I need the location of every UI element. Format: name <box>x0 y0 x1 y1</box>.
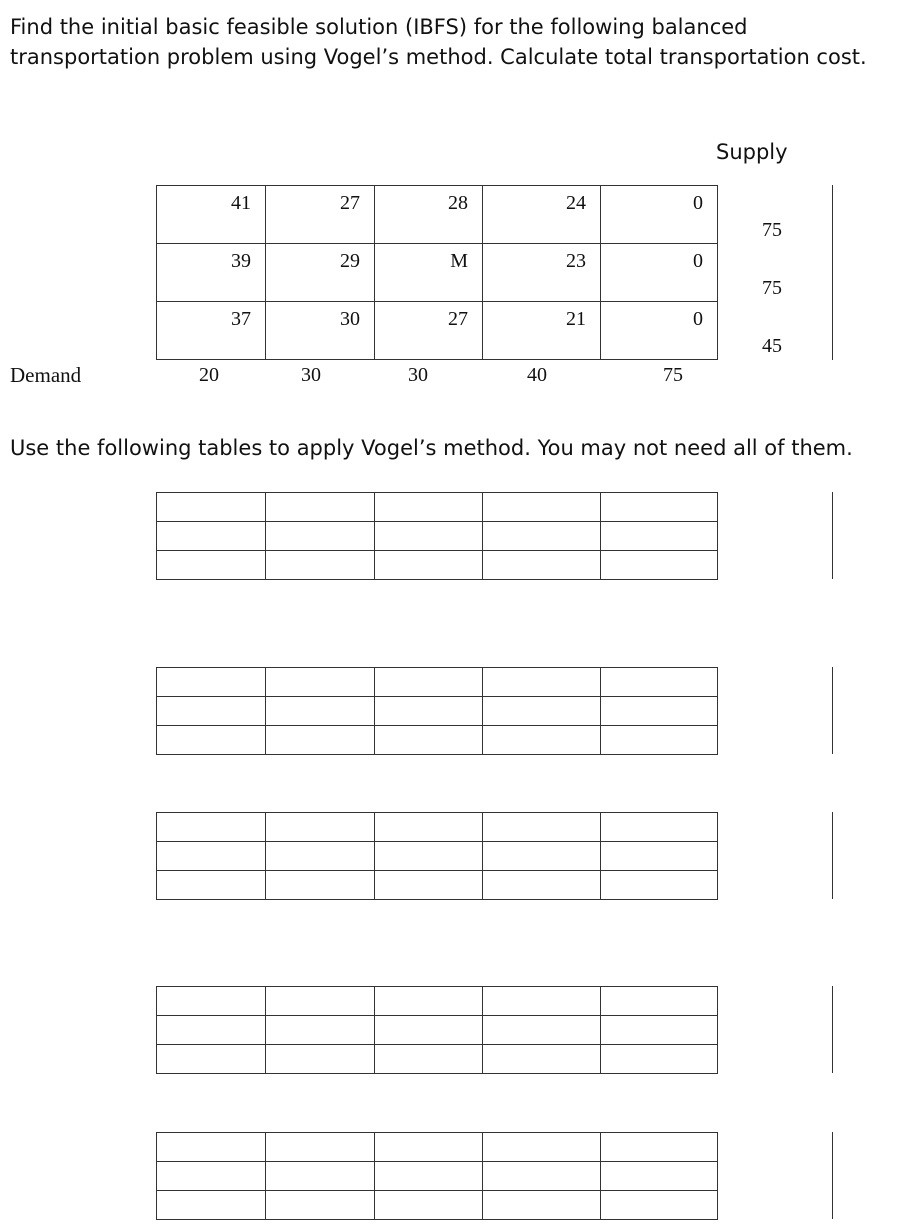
cost-cell: 39 <box>157 244 266 302</box>
blank-cell[interactable] <box>157 522 266 551</box>
blank-cell[interactable] <box>375 522 483 551</box>
blank-cell[interactable] <box>375 1133 483 1162</box>
blank-cell[interactable] <box>483 551 601 580</box>
blank-cell[interactable] <box>157 871 266 900</box>
cost-cell: 24 <box>483 186 601 244</box>
blank-table-5 <box>156 1132 718 1220</box>
supply-value-3: 45 <box>762 335 782 357</box>
blank-cell[interactable] <box>483 522 601 551</box>
blank-cell[interactable] <box>375 1016 483 1045</box>
blank-divider <box>832 812 833 899</box>
blank-cell[interactable] <box>483 1191 601 1220</box>
blank-cell[interactable] <box>601 697 718 726</box>
blank-cell[interactable] <box>266 522 375 551</box>
blank-cell[interactable] <box>483 1162 601 1191</box>
cost-row-2 <box>157 244 718 302</box>
blank-cell[interactable] <box>483 871 601 900</box>
demand-value-5: 75 <box>663 364 683 386</box>
cost-cell: 37 <box>157 302 266 360</box>
supply-value-2: 75 <box>762 277 782 299</box>
blank-cell[interactable] <box>601 842 718 871</box>
blank-table-1 <box>156 492 718 580</box>
blank-cell[interactable] <box>157 726 266 755</box>
blank-table-3 <box>156 812 718 900</box>
blank-cell[interactable] <box>483 668 601 697</box>
demand-value-4: 40 <box>527 364 547 386</box>
blank-cell[interactable] <box>601 522 718 551</box>
blank-cell[interactable] <box>601 726 718 755</box>
blank-cell[interactable] <box>601 1133 718 1162</box>
blank-cell[interactable] <box>266 1162 375 1191</box>
supply-value-1: 75 <box>762 219 782 241</box>
blank-cell[interactable] <box>157 1016 266 1045</box>
cost-cell: 27 <box>375 302 483 360</box>
supply-divider <box>832 185 833 360</box>
blank-cell[interactable] <box>266 987 375 1016</box>
blank-cell[interactable] <box>601 668 718 697</box>
blank-cell[interactable] <box>266 1133 375 1162</box>
blank-cell[interactable] <box>601 493 718 522</box>
blank-cell[interactable] <box>483 813 601 842</box>
cost-cell: 30 <box>266 302 375 360</box>
blank-cell[interactable] <box>157 697 266 726</box>
blank-cell[interactable] <box>483 1045 601 1074</box>
blank-divider <box>832 492 833 579</box>
blank-cell[interactable] <box>375 987 483 1016</box>
demand-value-3: 30 <box>408 364 428 386</box>
blank-cell[interactable] <box>157 987 266 1016</box>
cost-cell: 27 <box>266 186 375 244</box>
blank-cell[interactable] <box>157 1162 266 1191</box>
blank-cell[interactable] <box>601 1162 718 1191</box>
blank-table-2 <box>156 667 718 755</box>
blank-cell[interactable] <box>483 987 601 1016</box>
blank-cell[interactable] <box>375 813 483 842</box>
blank-cell[interactable] <box>375 726 483 755</box>
blank-cell[interactable] <box>601 871 718 900</box>
blank-cell[interactable] <box>266 1191 375 1220</box>
blank-cell[interactable] <box>601 1016 718 1045</box>
blank-cell[interactable] <box>375 1191 483 1220</box>
blank-divider <box>832 1132 833 1219</box>
blank-cell[interactable] <box>601 987 718 1016</box>
blank-cell[interactable] <box>375 697 483 726</box>
supply-label: Supply <box>716 140 788 164</box>
blank-cell[interactable] <box>375 1045 483 1074</box>
blank-divider <box>832 986 833 1073</box>
cost-cell: 29 <box>266 244 375 302</box>
blank-table-4 <box>156 986 718 1074</box>
blank-cell[interactable] <box>601 1045 718 1074</box>
blank-cell[interactable] <box>157 1191 266 1220</box>
blank-cell[interactable] <box>483 493 601 522</box>
blank-cell[interactable] <box>266 1016 375 1045</box>
cost-table <box>156 185 718 360</box>
blank-cell[interactable] <box>601 551 718 580</box>
demand-label: Demand <box>10 363 82 387</box>
cost-row-1 <box>157 186 718 244</box>
demand-value-1: 20 <box>199 364 219 386</box>
blank-cell[interactable] <box>157 493 266 522</box>
blank-cell[interactable] <box>601 813 718 842</box>
cost-cell: 21 <box>483 302 601 360</box>
cost-cell: 0 <box>601 302 718 360</box>
cost-cell: 28 <box>375 186 483 244</box>
blank-cell[interactable] <box>375 871 483 900</box>
blank-cell[interactable] <box>483 726 601 755</box>
blank-cell[interactable] <box>266 493 375 522</box>
blank-cell[interactable] <box>157 668 266 697</box>
cost-cell: 41 <box>157 186 266 244</box>
blank-cell[interactable] <box>266 551 375 580</box>
blank-cell[interactable] <box>157 842 266 871</box>
blank-cell[interactable] <box>375 1162 483 1191</box>
blank-cell[interactable] <box>157 813 266 842</box>
cost-cell: 0 <box>601 244 718 302</box>
blank-cell[interactable] <box>266 668 375 697</box>
blank-cell[interactable] <box>375 551 483 580</box>
problem-statement: Find the initial basic feasible solution (IBFS) for the following balanced transportation problem using Vogel’s method. Calculate total transportation cost. <box>10 15 867 69</box>
cost-cell: M <box>375 244 483 302</box>
blank-cell[interactable] <box>266 842 375 871</box>
blank-cell[interactable] <box>483 1016 601 1045</box>
blank-cell[interactable] <box>157 551 266 580</box>
instruction-text: Use the following tables to apply Vogel’s method. You may not need all of them. <box>10 436 853 460</box>
blank-cell[interactable] <box>601 1191 718 1220</box>
blank-cell[interactable] <box>157 1045 266 1074</box>
blank-cell[interactable] <box>266 871 375 900</box>
demand-value-2: 30 <box>301 364 321 386</box>
cost-cell: 0 <box>601 186 718 244</box>
blank-cell[interactable] <box>375 493 483 522</box>
blank-cell[interactable] <box>266 1045 375 1074</box>
blank-cell[interactable] <box>266 726 375 755</box>
blank-cell[interactable] <box>375 668 483 697</box>
cost-row-3 <box>157 302 718 360</box>
blank-cell[interactable] <box>483 697 601 726</box>
blank-cell[interactable] <box>157 1133 266 1162</box>
blank-cell[interactable] <box>375 842 483 871</box>
blank-divider <box>832 667 833 754</box>
blank-cell[interactable] <box>483 842 601 871</box>
cost-cell: 23 <box>483 244 601 302</box>
blank-cell[interactable] <box>266 813 375 842</box>
blank-cell[interactable] <box>266 697 375 726</box>
blank-cell[interactable] <box>483 1133 601 1162</box>
